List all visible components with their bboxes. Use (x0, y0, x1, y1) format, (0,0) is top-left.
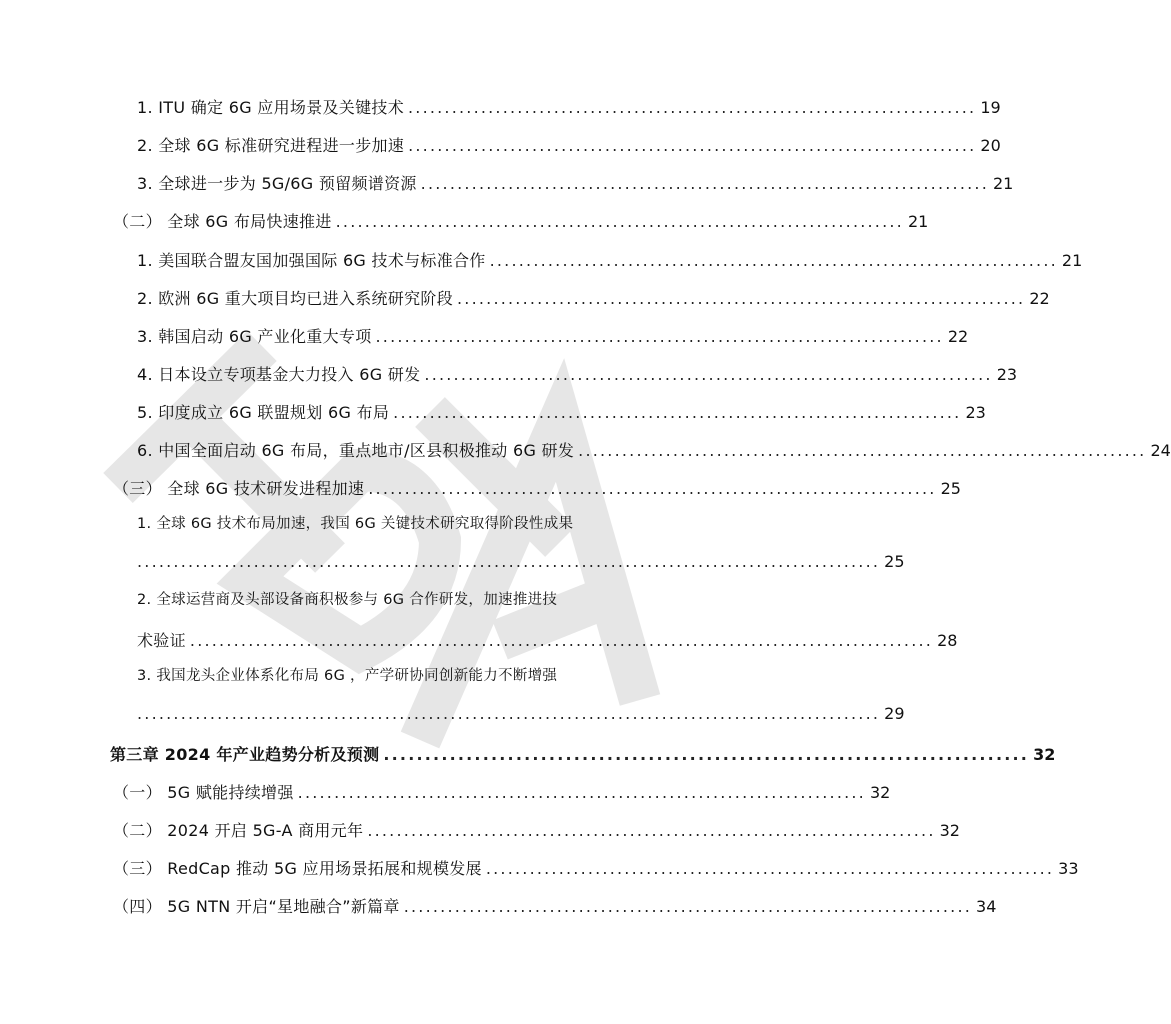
toc-chapter-entry[interactable] (110, 742, 1056, 765)
leader-dots: .............................................................................. (485, 859, 1055, 878)
toc-entry-continuation[interactable] (137, 552, 905, 571)
leader-dots: .............................................................................. (335, 212, 904, 231)
leader-dots: .............................................................................. (393, 403, 962, 422)
leader-dots: ...................................................................................................... (189, 631, 934, 650)
toc-entry-continuation[interactable] (137, 704, 905, 723)
toc-entry-page: 32 (869, 783, 891, 802)
toc-entry[interactable] (113, 894, 997, 917)
toc-entry[interactable] (137, 286, 1050, 309)
leader-dots: .............................................................................. (424, 365, 993, 384)
toc-entry-page: 32 (939, 821, 960, 840)
toc-entry-title: 6. 中国全面启动 6G 布局，重点地市/区县积极推动 6G 研发 (137, 441, 575, 460)
leader-dots: .............................................................................. (408, 98, 977, 117)
toc-entry-page: 21 (1061, 251, 1083, 270)
toc-entry-page: 22 (947, 327, 969, 346)
toc-entry-title: （三） 全球 6G 技术研发进程加速 (113, 479, 365, 498)
toc-entry[interactable] (113, 856, 1079, 879)
toc-entry-page: 22 (1029, 289, 1050, 308)
toc-entry-page: 28 (937, 631, 958, 650)
leader-dots: .............................................................................. (489, 251, 1058, 270)
toc-entry-title: （三） RedCap 推动 5G 应用场景拓展和规模发展 (113, 859, 482, 878)
toc-entry-page: 32 (1033, 745, 1056, 764)
toc-entry[interactable] (137, 324, 969, 347)
toc-entry-title: 2. 全球运营商及头部设备商积极参与 6G 合作研发，加速推进技 (137, 592, 558, 608)
toc-entry-title: 第三章 2024 年产业趋势分析及预测 (110, 745, 380, 764)
toc-entry[interactable] (137, 133, 1001, 156)
toc-entry-page: 33 (1058, 859, 1079, 878)
toc-entry[interactable] (137, 171, 1014, 194)
toc-entry-title: 4. 日本设立专项基金大力投入 6G 研发 (137, 365, 421, 384)
leader-dots: ...................................................................................................... (137, 704, 881, 723)
toc-entry-page: 29 (884, 704, 905, 723)
toc-entry[interactable] (137, 95, 1001, 118)
toc-entry-page: 25 (884, 552, 905, 571)
leader-dots: .............................................................................. (297, 783, 866, 802)
leader-dots: .............................................................................. (408, 136, 977, 155)
toc-entry-page: 21 (992, 174, 1014, 193)
toc-entry[interactable] (113, 818, 960, 841)
leader-dots: .............................................................................. (420, 174, 989, 193)
toc-entry-title-continued: 术验证 (137, 631, 186, 650)
toc-entry-title: 2. 全球 6G 标准研究进程进一步加速 (137, 136, 405, 155)
toc-entry-title: （四） 5G NTN 开启“星地融合”新篇章 (113, 897, 400, 916)
toc-entry[interactable] (137, 400, 986, 423)
toc-entry[interactable] (137, 248, 1083, 271)
leader-dots: .............................................................................. (457, 289, 1026, 308)
leader-dots: ...................................................................................................... (137, 552, 881, 571)
toc-entry-title: 5. 印度成立 6G 联盟规划 6G 布局 (137, 403, 390, 422)
leader-dots: .............................................................................. (578, 441, 1147, 460)
leader-dots: .............................................................................. (375, 327, 944, 346)
toc-entry-page: 34 (976, 897, 997, 916)
leader-dots: .............................................................................. (367, 821, 936, 840)
toc-entry-page: 19 (980, 98, 1001, 117)
toc-entry-page: 23 (996, 365, 1018, 384)
toc-entry[interactable] (113, 209, 929, 232)
toc-entry-page: 21 (907, 212, 929, 231)
toc-entry-title: （二） 2024 开启 5G-A 商用元年 (113, 821, 364, 840)
toc-entry-title: 1. 全球 6G 技术布局加速，我国 6G 关键技术研究取得阶段性成果 (137, 516, 574, 532)
toc-entry-title: 3. 我国龙头企业体系化布局 6G ，产学研协同创新能力不断增强 (137, 668, 558, 684)
toc-entry-page: 25 (940, 479, 961, 498)
toc-entry-title: （一） 5G 赋能持续增强 (113, 783, 294, 802)
toc-entry[interactable] (137, 362, 1018, 385)
toc-entry-page: 20 (980, 136, 1001, 155)
toc-entry[interactable] (113, 476, 961, 499)
toc-entry-title: 1. 美国联合盟友国加强国际 6G 技术与标准合作 (137, 251, 486, 270)
toc-entry[interactable] (113, 780, 891, 803)
leader-dots: .............................................................................. (383, 745, 1030, 764)
toc-entry-page: 24 (1150, 441, 1171, 460)
toc-entry[interactable] (137, 438, 1171, 461)
leader-dots: .............................................................................. (403, 897, 973, 916)
toc-entry-title: 3. 全球进一步为 5G/6G 预留频谱资源 (137, 174, 417, 193)
toc-entry-title: 2. 欧洲 6G 重大项目均已进入系统研究阶段 (137, 289, 454, 308)
toc-entry-title: （二） 全球 6G 布局快速推进 (113, 212, 332, 231)
toc-entry-title: 3. 韩国启动 6G 产业化重大专项 (137, 327, 372, 346)
toc-entry-continuation[interactable] (137, 628, 958, 651)
toc-entry-page: 23 (965, 403, 986, 422)
toc-entry-title: 1. ITU 确定 6G 应用场景及关键技术 (137, 98, 404, 117)
leader-dots: .............................................................................. (368, 479, 937, 498)
